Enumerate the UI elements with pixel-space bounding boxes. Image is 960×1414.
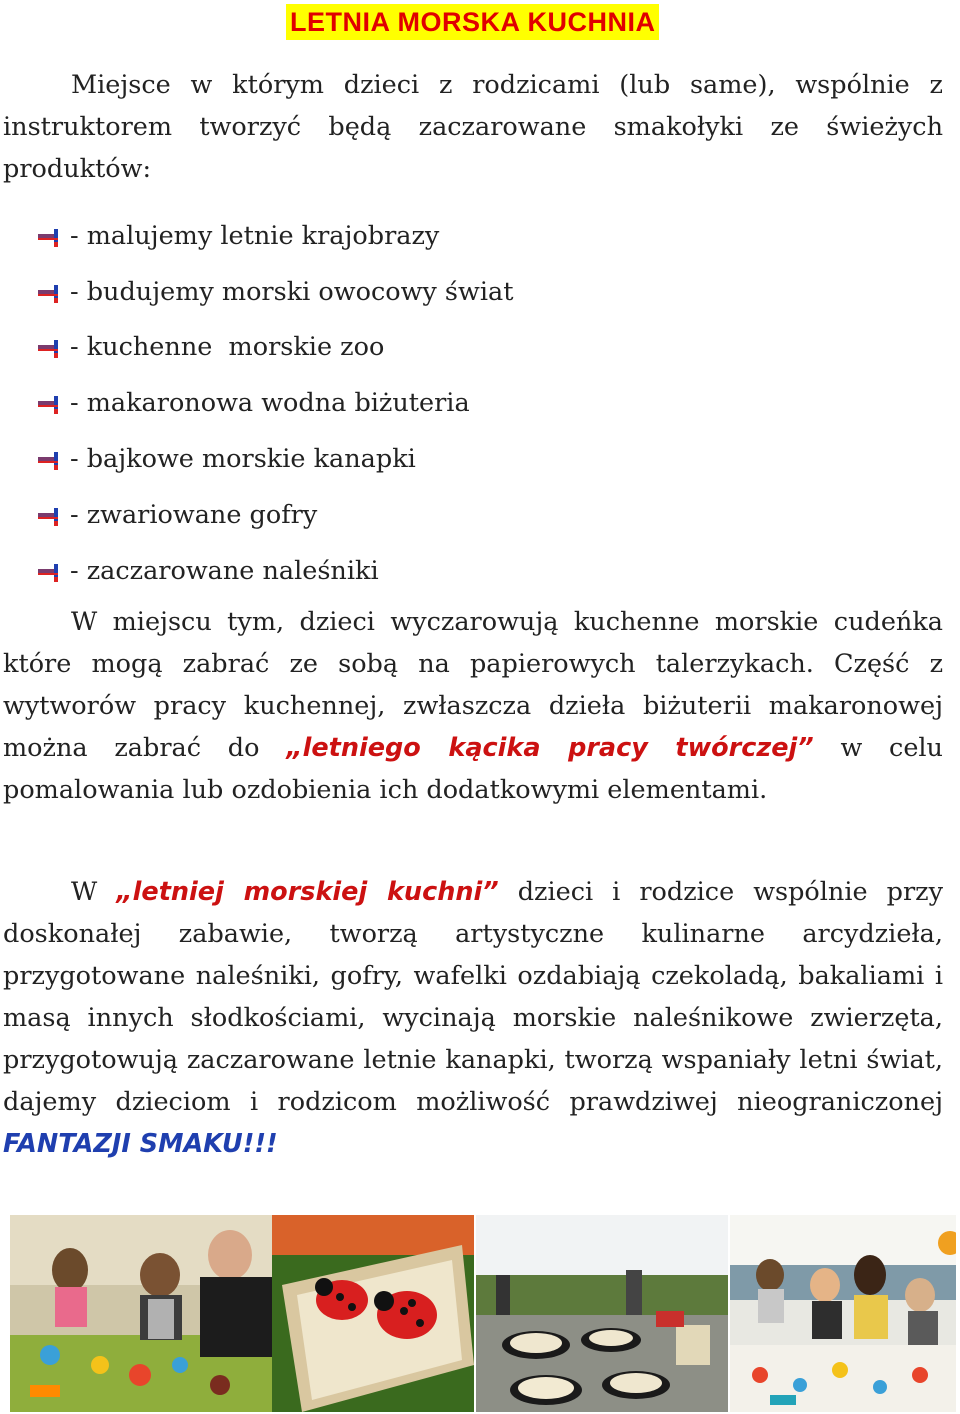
photo-strip <box>10 1215 956 1412</box>
list-item-label: - malujemy letnie krajobrazy <box>70 220 440 251</box>
list-item-label: - zaczarowane naleśniki <box>70 555 379 586</box>
intro-paragraph: Miejsce w którym dzieci z rodzicami (lub same), wspólnie z instruktorem tworzyć będą zaczarowane smakołyki ze świeżych produktów: <box>3 70 943 184</box>
list-item-label: - zwariowane gofry <box>70 499 318 530</box>
paragraph-text: dzieci i rodzice wspólnie przy doskonałej zabawie, tworzą artystyczne kulinarne arcydzieła, przygotowane naleśniki, gofry, wafelki ozdabiają czekoladą, bakaliami i masą innych słodkościami, wycinają morskie naleśnikowe zwierzęta, przygotowują zaczarowane letnie kanapki, tworzą wspaniały letni świat, dajemy dzieciom i rodzicom możliwość prawdziwej nieograniczonej <box>3 877 943 1117</box>
list-item <box>38 375 513 431</box>
pushpin-bullet-icon <box>38 558 64 584</box>
photo-pancake-station <box>476 1215 728 1412</box>
pushpin-bullet-icon <box>38 446 64 472</box>
emphasis-creative-corner: „letniego kącika pracy twórczej” <box>286 733 814 763</box>
list-item <box>38 208 513 264</box>
paragraph-text: W <box>71 877 117 907</box>
body-paragraph-3 <box>3 871 943 1165</box>
activity-list <box>38 208 513 599</box>
page-title: LETNIA MORSKA KUCHNIA <box>286 4 659 40</box>
pushpin-bullet-icon <box>38 390 64 416</box>
photo-kids-cutting-dough <box>730 1215 956 1412</box>
list-item-label: - bajkowe morskie kanapki <box>70 444 416 475</box>
pushpin-bullet-icon <box>38 279 64 305</box>
list-item <box>38 320 513 376</box>
list-item-label: - makaronowa wodna biżuteria <box>70 388 470 419</box>
pushpin-bullet-icon <box>38 223 64 249</box>
list-item <box>38 431 513 487</box>
paragraph-text: w celu pomalowania lub ozdobienia ich dodatkowymi elementami. <box>3 733 943 805</box>
pushpin-bullet-icon <box>38 502 64 528</box>
list-item <box>38 543 513 599</box>
photo-ladybug-sandwich <box>272 1215 474 1412</box>
list-item <box>38 264 513 320</box>
pushpin-bullet-icon <box>38 334 64 360</box>
list-item <box>38 487 513 543</box>
list-item-label: - budujemy morski owocowy świat <box>70 276 514 307</box>
photo-children-crafting <box>10 1215 272 1412</box>
emphasis-summer-kitchen: „letniej morskiej kuchni” <box>116 877 499 907</box>
emphasis-fantasy-taste: FANTAZJI SMAKU!!! <box>3 1129 278 1159</box>
body-paragraph-2 <box>3 601 943 811</box>
paragraph-text: W miejscu tym, dzieci wyczarowują kuchenne morskie cudeńka które mogą zabrać ze sobą na papierowych talerzykach. Część z wytworów pracy kuchennej, zwłaszcza dzieła biżuterii makaronowej można zabrać do <box>3 607 943 763</box>
list-item-label: - kuchenne morskie zoo <box>70 332 385 363</box>
